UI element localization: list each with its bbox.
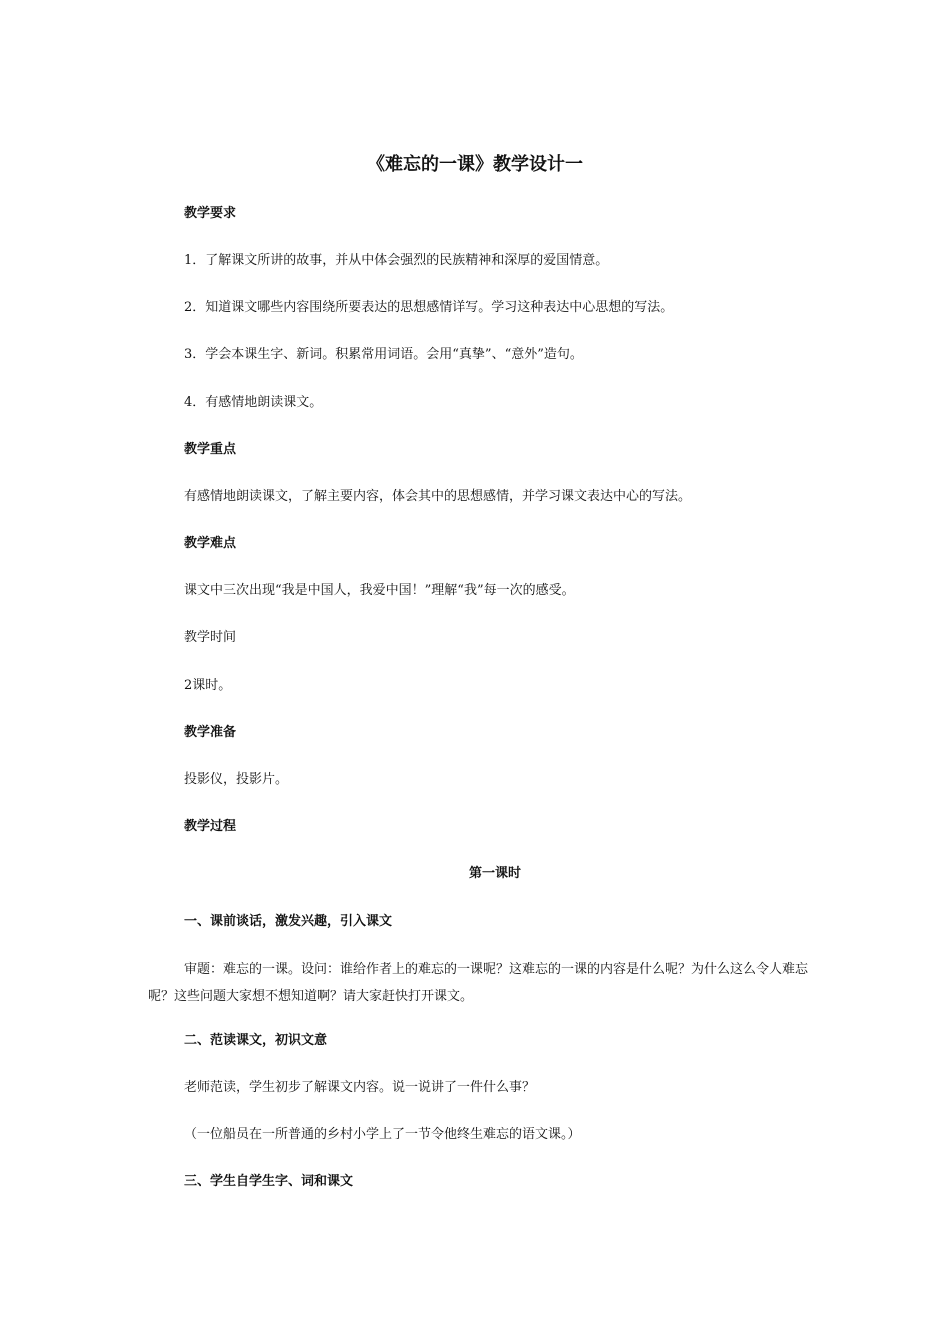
step-2-answer: （一位船员在一所普通的乡村小学上了一节令他终生难忘的语文课。） — [184, 1127, 581, 1142]
requirement-item-1: 1．了解课文所讲的故事，并从中体会强烈的民族精神和深厚的爱国情意。 — [184, 253, 609, 268]
heading-step-1: 一、课前谈话，激发兴趣，引入课文 — [184, 914, 393, 929]
heading-teaching-difficulty: 教学难点 — [184, 536, 237, 551]
teaching-difficulty-text: 课文中三次出现“我是中国人，我爱中国！”理解“我”每一次的感受。 — [184, 583, 575, 598]
heading-teaching-preparation: 教学准备 — [184, 725, 237, 740]
teaching-time-text: 2课时。 — [184, 678, 232, 693]
step-2-paragraph: 老师范读，学生初步了解课文内容。说一说讲了一件什么事？ — [184, 1080, 536, 1095]
heading-step-3: 三、学生自学生字、词和课文 — [184, 1174, 354, 1189]
heading-lesson-1: 第一课时 — [468, 866, 521, 881]
heading-teaching-focus: 教学重点 — [184, 442, 237, 457]
teaching-preparation-text: 投影仪，投影片。 — [184, 772, 289, 787]
heading-teaching-requirements: 教学要求 — [184, 206, 237, 221]
document-title: 《难忘的一课》教学设计一 — [367, 154, 583, 175]
heading-teaching-time: 教学时间 — [184, 630, 237, 645]
requirement-item-2: 2．知道课文哪些内容围绕所要表达的思想感情详写。学习这种表达中心思想的写法。 — [184, 300, 674, 315]
teaching-focus-text: 有感情地朗读课文，了解主要内容，体会其中的思想感情，并学习课文表达中心的写法。 — [184, 489, 692, 504]
heading-teaching-process: 教学过程 — [184, 819, 237, 834]
requirement-item-3: 3．学会本课生字、新词。积累常用词语。会用“真挚”、“意外”造句。 — [184, 347, 583, 362]
requirement-item-4: 4．有感情地朗读课文。 — [184, 395, 323, 410]
heading-step-2: 二、范读课文，初识文意 — [184, 1033, 328, 1048]
step-1-paragraph: 审题：难忘的一课。设问：谁给作者上的难忘的一课呢？这难忘的一课的内容是什么呢？为什么这么令人难忘呢？这些问题大家想不想知道啊？请大家赶快打开课文。 — [148, 962, 809, 1004]
